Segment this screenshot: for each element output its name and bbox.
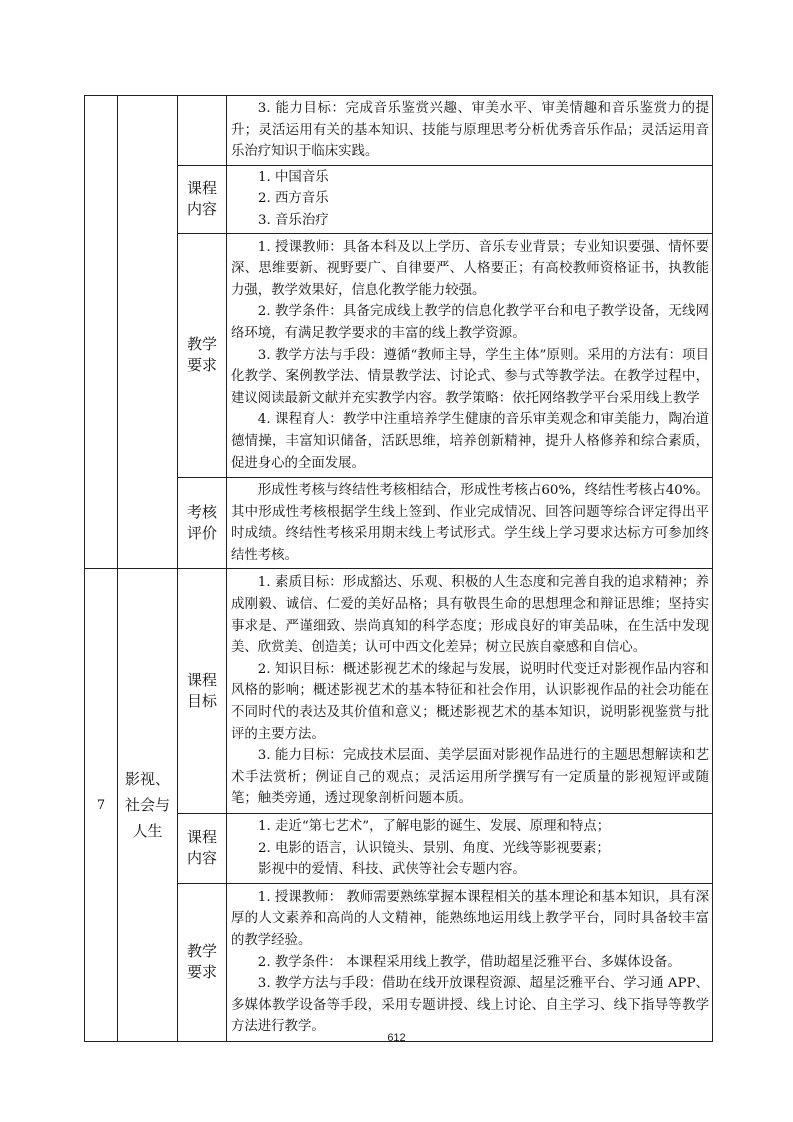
requirement-paragraph: 4. 课程育人：教学中注重培养学生健康的音乐审美观念和审美能力，陶冶道德情操，丰富知识储备，活跃思维，培养创新精神，提升人格修养和综合素质，促进身心的全面发展。 [231,412,709,471]
goal-paragraph: 1. 素质目标：形成豁达、乐观、积极的人生态度和完善自我的追求精神；养成刚毅、诚信、仁爱的美好品格；具有敬畏生命的思想理念和辩证思维；坚持实事求是、严谨细致、崇尚真知的科学态度；形成良好的审美品味，在生活中发现美、欣赏美、创造美；认可中西文化差异；树立民族自豪感和自信心。 [231,575,709,656]
section-label: 课程 内容 [178,165,227,233]
course-table [84,95,713,1042]
requirements-cell [227,883,713,1041]
table-row [85,233,713,478]
index-cell [85,96,118,569]
content-cell [227,814,713,884]
evaluation-cell [227,478,713,569]
list-item: 2. 西方音乐 [258,191,329,207]
goals-cell [227,96,713,166]
evaluation-paragraph: 形成性考核与终结性考核相结合，形成性考核占60%，终结性考核占40%。其中形成性考核根据学生线上签到、作业完成情况、回答问题等综合评定得出平时成绩。终结性考核采用期末线上考试形式。学生线上学习要求达标方可参加终结性考核。 [231,483,709,563]
goal-paragraph: 2. 知识目标：概述影视艺术的缘起与发展，说明时代变迁对影视作品内容和风格的影响；概述影视艺术的基本特征和社会作用，认识影视作品的社会功能在不同时代的表达及其价值和意义；概述影视艺术的基本知识，说明影视鉴赏与批评的主要方法。 [231,661,709,742]
content-cell [227,165,713,233]
table-row [85,165,713,233]
course-name-cell [118,96,178,569]
section-label: 课程 内容 [178,814,227,884]
section-label: 教学 要求 [178,233,227,478]
requirement-paragraph: 2. 教学条件： 本课程采用线上教学，借助超星泛雅平台、多媒体设备。 [257,954,681,970]
requirement-paragraph: 3. 教学方法与手段：遵循“教师主导，学生主体”原则。采用的方法有：项目化教学、案例教学法、情景教学法、讨论式、参与式等教学法。在教学过程中，建议阅读最新文献并充实教学内容。教学策略：依托网络教学平台采用线上教学 [231,347,709,406]
requirement-paragraph: 3. 教学方法与手段：借助在线开放课程资源、超星泛雅平台、学习通 APP、多媒体教学设备等手段，采用专题讲授、线上讨论、自主学习、线下指导等教学方法进行教学。 [231,976,709,1035]
list-item: 1. 中国音乐 [258,169,329,185]
table-row [85,478,713,569]
requirement-paragraph: 2. 教学条件：具备完成线上教学的信息化教学平台和电子教学设备，无线网络环境，有满足教学要求的丰富的线上教学资源。 [231,304,709,341]
list-item: 1. 走近“第七艺术”，了解电影的诞生、发展、原理和特点； [258,819,611,834]
course-name-cell: 影视、 社会与 人生 [118,569,178,1041]
requirement-paragraph: 1. 授课教师：具备本科及以上学历、音乐专业背景；专业知识要强、情怀要深、思维要新、视野要广、自律要严、人格要正；有高校教师资格证书，执教能力强，教学效果好，信息化教学能力较强。 [231,239,709,298]
list-item: 3. 音乐治疗 [258,212,329,228]
section-label: 教学 要求 [178,883,227,1041]
section-label [178,96,227,166]
table-row [85,96,713,166]
section-label: 考核 评价 [178,478,227,569]
section-label: 课程 目标 [178,569,227,814]
goals-paragraph: 3. 能力目标：完成音乐鉴赏兴趣、审美水平、审美情趣和音乐鉴赏力的提升；灵活运用有关的基本知识、技能与原理思考分析优秀音乐作品；灵活运用音乐治疗知识于临床实践。 [231,101,709,160]
list-item: 2. 电影的语言，认识镜头、景别、角度、光线等影视要素； [258,840,610,856]
requirement-paragraph: 1. 授课教师： 教师需要熟练掌握本课程相关的基本理论和基本知识，具有深厚的人文素养和高尚的人文精神，能熟练地运用线上教学平台，同时具备较丰富的教学经验。 [231,889,709,948]
index-cell: 7 [85,569,118,1041]
table-row [85,569,713,814]
page-number: 612 [387,1032,406,1044]
requirements-cell [227,233,713,478]
goals-cell [227,569,713,814]
list-item: 影视中的爱情、科技、武侠等社会专题内容。 [258,862,526,878]
goal-paragraph: 3. 能力目标：完成技术层面、美学层面对影视作品进行的主题思想解读和艺术手法赏析；例证自己的观点；灵活运用所学撰写有一定质量的影视短评或随笔；触类旁通，透过现象剖析问题本质。 [231,748,709,807]
table-row [85,883,713,1041]
table-row [85,814,713,884]
